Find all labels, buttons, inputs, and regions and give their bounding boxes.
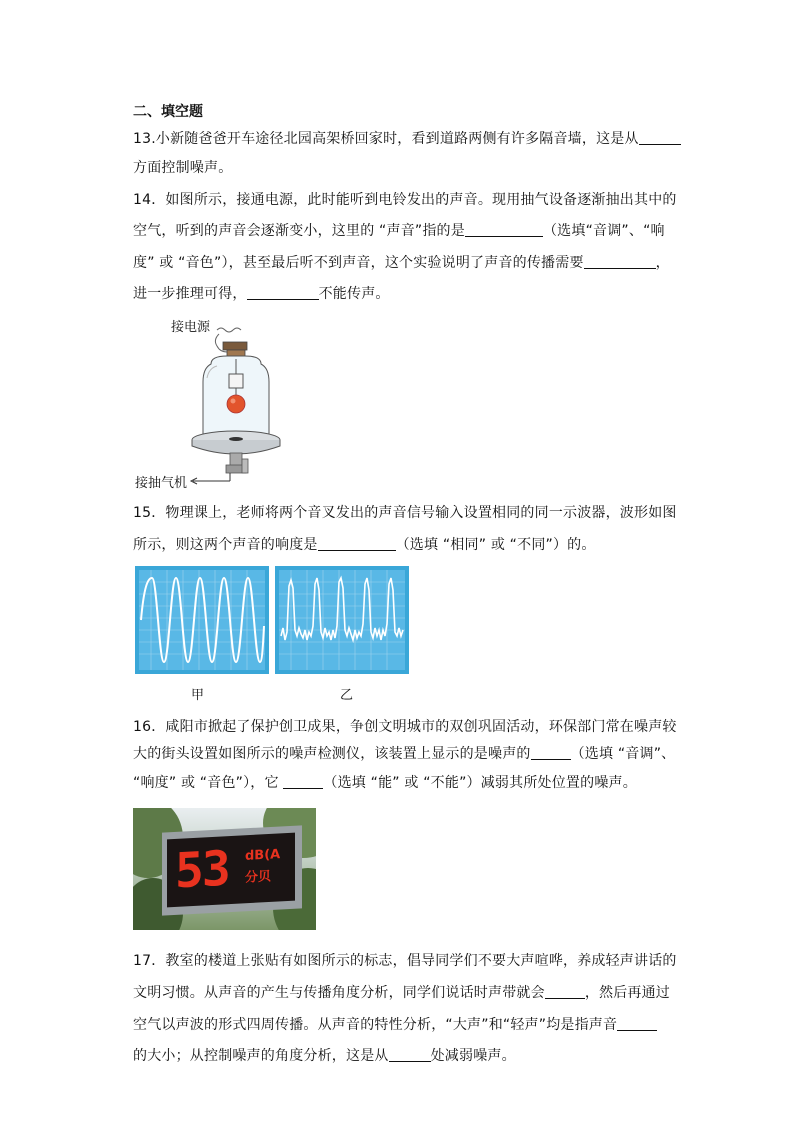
q14-text2a: 空气，听到的声音会逐渐变小，这里的 “声音”指的是 [133, 223, 465, 239]
noise-value: 53 [175, 840, 229, 900]
q14-text3a: 度” 或 “音色”），甚至最后听不到声音，这个实验说明了声音的传播需要 [133, 255, 584, 271]
oscilloscope-right [275, 566, 409, 674]
q15-blank[interactable] [318, 536, 396, 551]
q16-text2a: 大的街头设置如图所示的噪声检测仪，该装置上显示的是噪声的 [133, 746, 531, 762]
pump-label: 接抽气机 [135, 476, 188, 491]
q17-line2 [133, 983, 670, 1003]
caption-jia: 甲 [191, 688, 205, 703]
q16-text3a: “响度” 或 “音色”），它 [133, 775, 284, 791]
power-label: 接电源 [171, 320, 211, 335]
q14-line4 [133, 284, 390, 304]
q16-line1: 16．咸阳市掀起了保护创卫成果，争创文明城市的双创巩固活动，环保部门常在噪声较 [133, 719, 677, 735]
q15-line1: 15．物理课上，老师将两个音叉发出的声音信号输入设置相同的同一示波器，波形如图 [133, 505, 677, 521]
q16-line3 [133, 773, 637, 793]
q14-line3 [133, 253, 670, 273]
q14-blank2[interactable] [584, 254, 656, 269]
q15-line2 [133, 535, 596, 555]
q13-blank[interactable] [639, 130, 681, 145]
noise-monitor-photo [133, 808, 316, 930]
q16-blank2[interactable] [283, 774, 323, 789]
q17-text4b: 处减弱噪声。 [430, 1048, 516, 1064]
q14-blank3[interactable] [247, 285, 319, 300]
q17-text2a: 文明习惯。从声音的产生与传播角度分析，同学们说话时声带就会 [133, 985, 545, 1001]
waveform-sine [135, 566, 269, 674]
unit-db: dB(A [245, 847, 281, 864]
bell-jar-drawing [133, 316, 283, 491]
q15-text2b: （选填 “相同” 或 “不同”）的。 [395, 537, 596, 553]
q13-line2: 方面控制噪声。 [133, 160, 233, 176]
unit-fenbei: 分贝 [245, 869, 272, 886]
q16-text3b: （选填 “能” 或 “不能”）减弱其所处位置的噪声。 [323, 775, 637, 791]
q17-line4 [133, 1046, 516, 1066]
q14-text4b: 不能传声。 [318, 286, 390, 302]
q17-line3 [133, 1015, 657, 1035]
q14-line1: 14．如图所示，接通电源，此时能听到电铃发出的声音。现用抽气设备逐渐抽出其中的 [133, 192, 677, 208]
q17-blank2[interactable] [617, 1016, 657, 1031]
q17-blank1[interactable] [545, 984, 585, 999]
q13-line1 [133, 129, 681, 149]
q17-text3a: 空气以声波的形式四周传播。从声音的特性分析，“大声”和“轻声”均是指声音 [133, 1017, 618, 1033]
q14-text4a: 进一步推理可得， [133, 286, 247, 302]
q14-blank1[interactable] [465, 222, 543, 237]
q14-text3b: ， [655, 255, 670, 271]
q14-text2b: （选填“音调”、“响 [542, 223, 665, 239]
q16-blank1[interactable] [531, 745, 571, 760]
q17-blank3[interactable] [389, 1047, 431, 1062]
q15-text2a: 所示，则这两个声音的响度是 [133, 537, 318, 553]
waveform-complex [275, 566, 409, 674]
section-title: 二、填空题 [133, 104, 203, 120]
q17-line1: 17．教室的楼道上张贴有如图所示的标志，倡导同学们不要大声喧哗，养成轻声讲话的 [133, 953, 677, 969]
q16-line2 [133, 744, 675, 764]
q13-text1: 13.小新随爸爸开车途径北园高架桥回家时，看到道路两侧有许多隔音墙，这是从 [133, 131, 639, 147]
q16-text2b: （选填 “音调”、 [570, 746, 676, 762]
q17-text2b: ，然后再通过 [584, 985, 671, 1001]
oscilloscope-left [135, 566, 269, 674]
q14-line2 [133, 221, 665, 241]
q17-text4a: 的大小；从控制噪声的角度分析，这是从 [133, 1048, 389, 1064]
caption-yi: 乙 [340, 688, 354, 703]
bell-jar-figure [133, 316, 283, 491]
